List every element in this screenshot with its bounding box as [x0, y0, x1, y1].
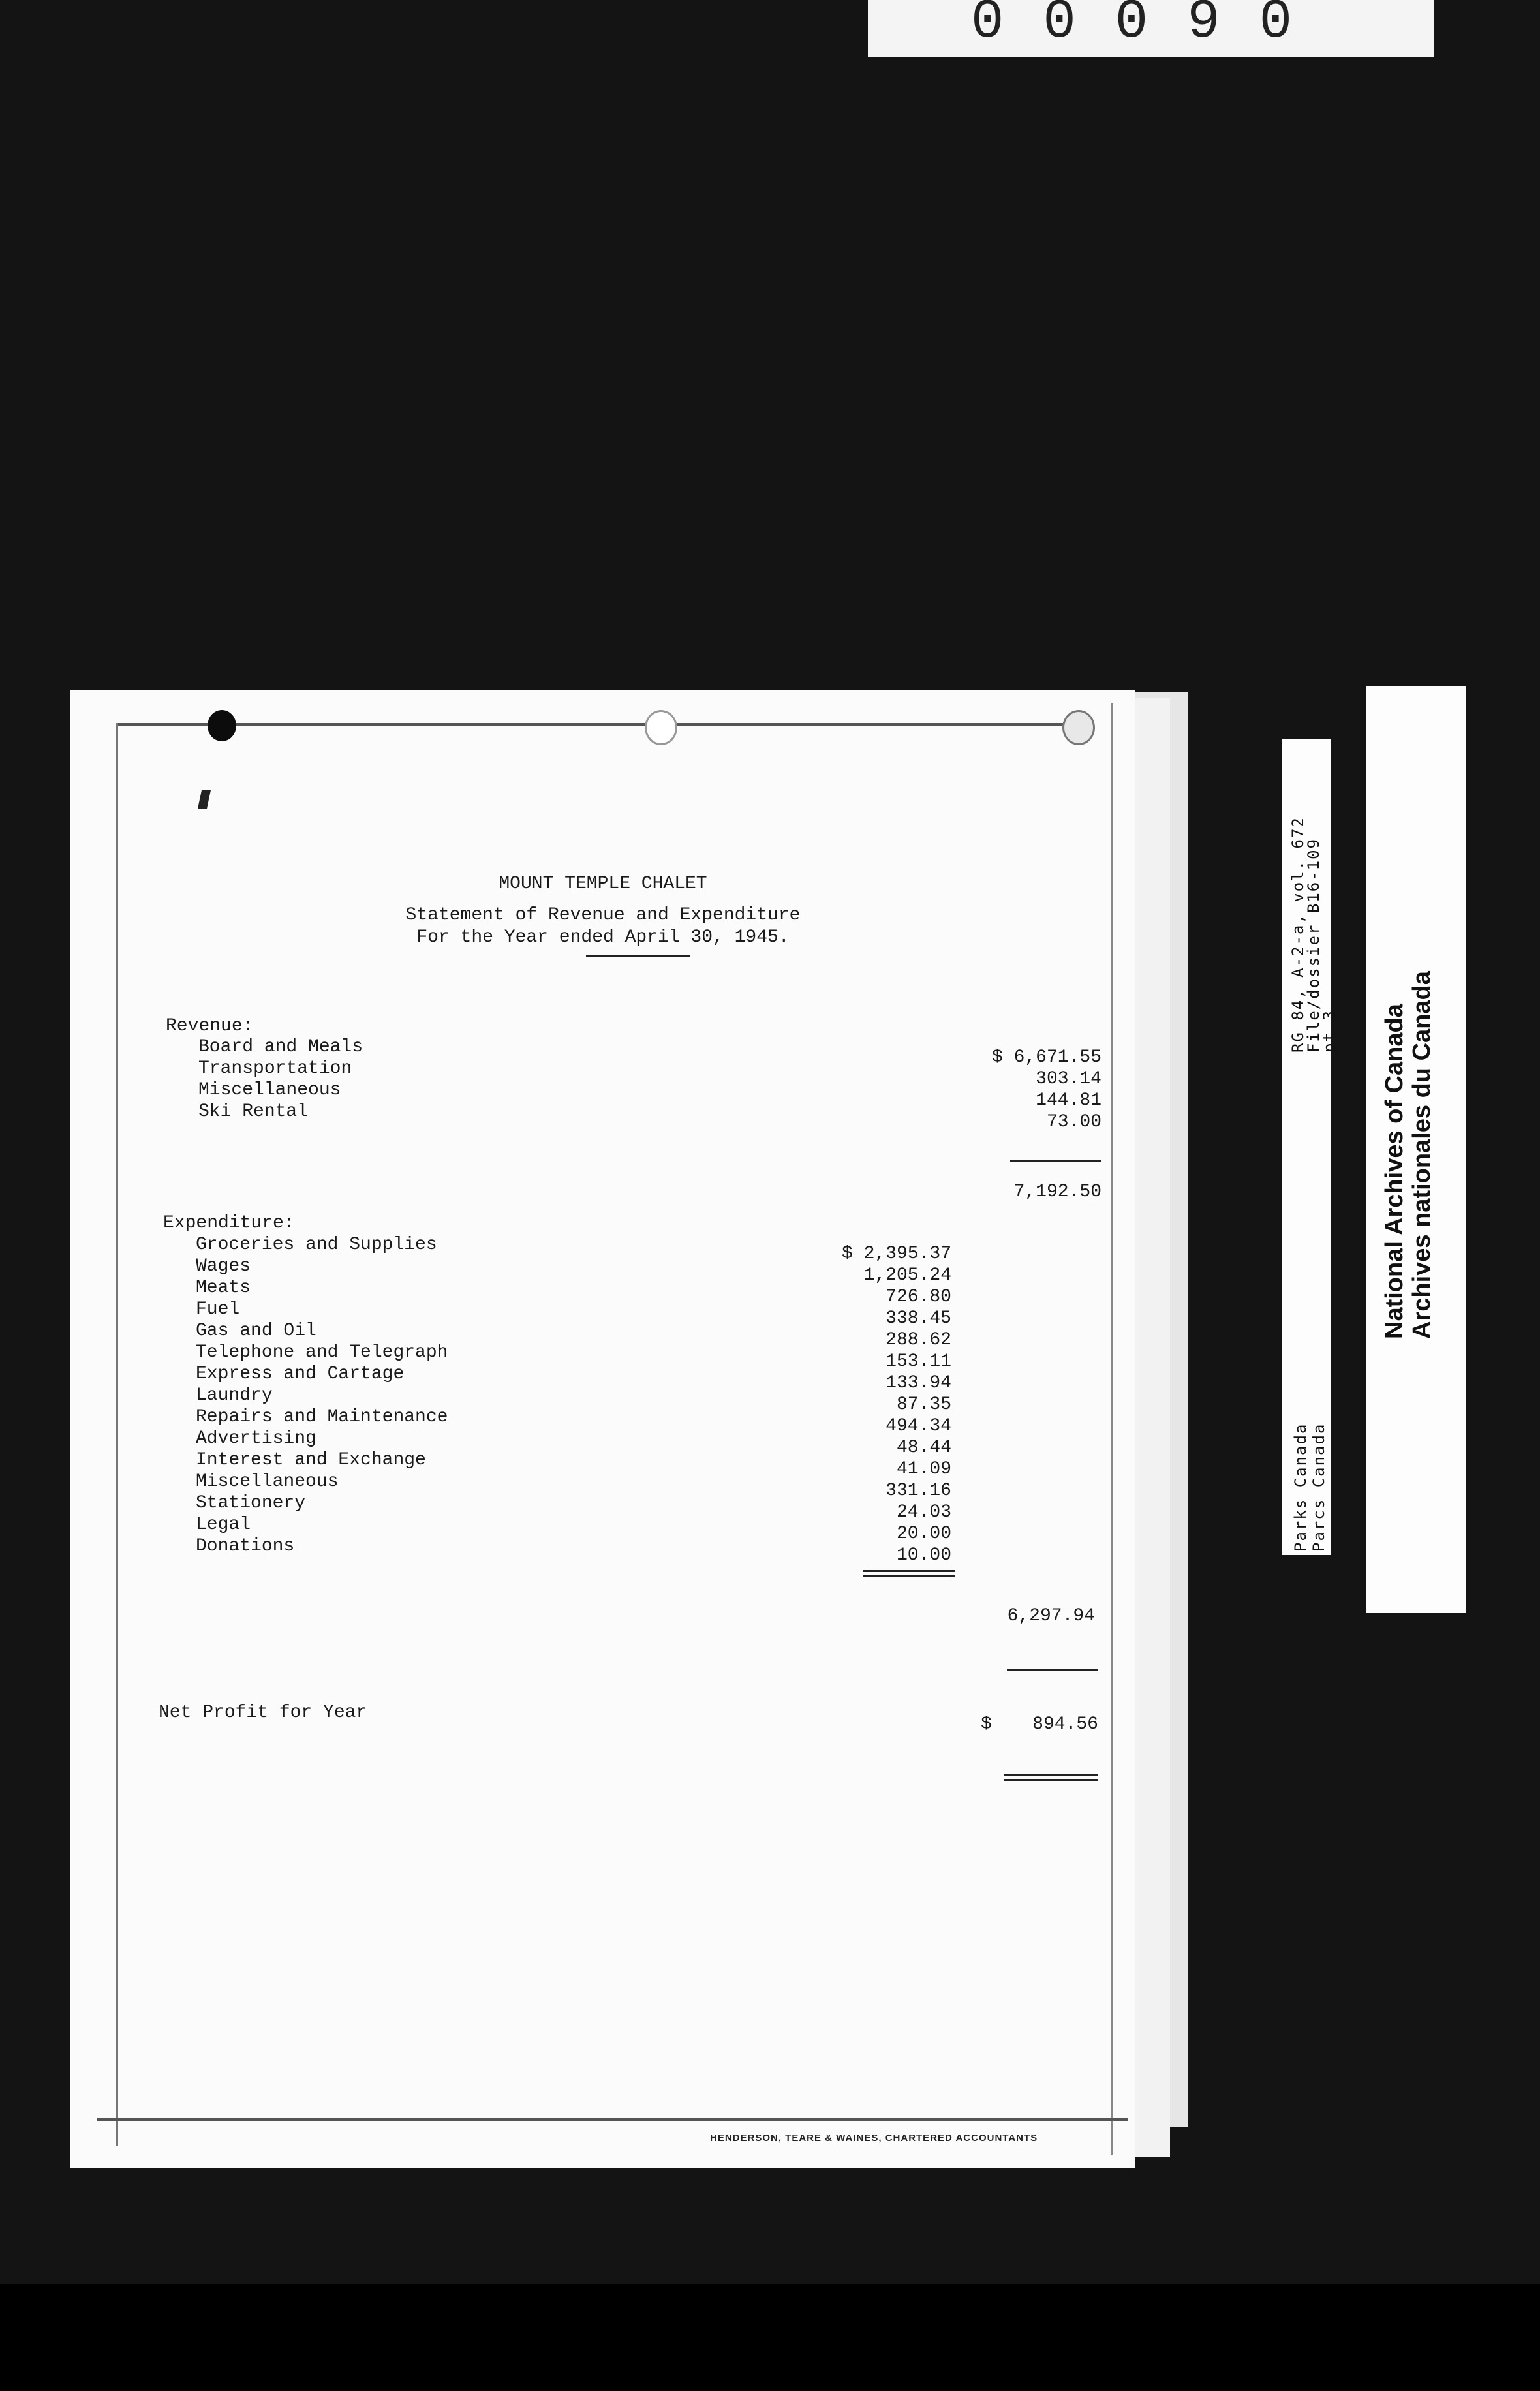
expenditure-item-label: Advertising — [196, 1428, 316, 1449]
parks-label — [1282, 739, 1338, 1555]
expenditure-item-amount: 87.35 — [896, 1395, 951, 1415]
page-border — [97, 2118, 1128, 2121]
archive-reference-line: File/dossier B16-109 — [1304, 838, 1323, 1053]
net-profit-currency: $ — [981, 1714, 992, 1735]
subtotal-rule — [1010, 1160, 1101, 1162]
expenditure-item-amount: 331.16 — [886, 1481, 951, 1501]
expenditure-item-label: Wages — [196, 1256, 251, 1276]
accountants-imprint: HENDERSON, TEARE & WAINES, CHARTERED ACCOUNTANTS — [710, 2133, 1038, 2144]
page-border — [116, 723, 1088, 726]
revenue-item-amount: 144.81 — [1036, 1090, 1101, 1111]
expenditure-item-label: Donations — [196, 1536, 295, 1556]
revenue-item-label: Transportation — [198, 1058, 352, 1079]
subtotal-double-rule — [863, 1575, 955, 1577]
expenditure-item-label: Express and Cartage — [196, 1364, 405, 1384]
expenditure-heading: Expenditure: — [163, 1213, 295, 1233]
expenditure-item-label: Telephone and Telegraph — [196, 1342, 448, 1363]
revenue-item-amount: 73.00 — [1046, 1112, 1101, 1132]
expenditure-total: 6,297.94 — [1007, 1606, 1095, 1626]
expenditure-item-amount: 338.45 — [886, 1308, 951, 1329]
revenue-item-label: Ski Rental — [198, 1102, 309, 1122]
expenditure-item-amount: $ 2,395.37 — [841, 1244, 951, 1264]
final-double-rule — [1004, 1774, 1098, 1776]
title-underline — [586, 955, 690, 957]
expenditure-item-amount: 41.09 — [896, 1459, 951, 1479]
expenditure-item-amount: 153.11 — [886, 1351, 951, 1372]
statement-period: For the Year ended April 30, 1945. — [416, 927, 790, 948]
revenue-item-amount: $ 6,671.55 — [991, 1047, 1101, 1068]
institution-name: National Archives of Canada — [1381, 1004, 1408, 1339]
statement-subtitle: Statement of Revenue and Expenditure — [405, 905, 801, 925]
expenditure-item-label: Repairs and Maintenance — [196, 1407, 448, 1427]
film-edge — [0, 2284, 1540, 2391]
punch-hole — [645, 710, 677, 745]
frame-number: 00090 — [868, 0, 1434, 57]
expenditure-item-label: Gas and Oil — [196, 1321, 316, 1341]
archive-reference-line: RG 84, A-2-a, vol. 672 — [1289, 816, 1307, 1053]
revenue-total: 7,192.50 — [1013, 1182, 1101, 1202]
revenue-item-label: Board and Meals — [198, 1037, 363, 1057]
subtotal-double-rule — [863, 1570, 955, 1572]
expenditure-item-label: Stationery — [196, 1493, 306, 1513]
expenditure-item-amount: 48.44 — [896, 1438, 951, 1458]
punch-hole — [1062, 710, 1095, 745]
net-profit-label: Net Profit for Year — [159, 1703, 367, 1723]
statement-page — [70, 690, 1135, 2168]
expenditure-item-amount: 20.00 — [896, 1524, 951, 1544]
expenditure-item-label: Interest and Exchange — [196, 1450, 426, 1470]
revenue-heading: Revenue: — [166, 1016, 254, 1036]
expenditure-item-label: Legal — [196, 1515, 251, 1535]
expenditure-item-label: Laundry — [196, 1385, 273, 1406]
agency-name: Parcs Canada — [1310, 1423, 1328, 1552]
expenditure-item-amount: 10.00 — [896, 1545, 951, 1566]
revenue-item-label: Miscellaneous — [198, 1080, 341, 1100]
institution-name: Archives nationales du Canada — [1408, 971, 1436, 1339]
net-profit-amount: 894.56 — [1032, 1714, 1098, 1735]
revenue-item-amount: 303.14 — [1036, 1069, 1101, 1089]
expenditure-item-amount: 24.03 — [896, 1502, 951, 1522]
expenditure-item-amount: 133.94 — [886, 1373, 951, 1393]
expenditure-item-amount: 494.34 — [886, 1416, 951, 1436]
expenditure-item-label: Meats — [196, 1278, 251, 1298]
expenditure-item-amount: 288.62 — [886, 1330, 951, 1350]
expenditure-item-amount: 1,205.24 — [863, 1265, 951, 1286]
total-rule — [1007, 1669, 1098, 1671]
agency-name: Parks Canada — [1291, 1423, 1310, 1552]
expenditure-item-label: Groceries and Supplies — [196, 1235, 437, 1255]
punch-hole — [208, 710, 236, 741]
archive-reference-line: pt 3 — [1320, 1010, 1338, 1053]
expenditure-item-amount: 726.80 — [886, 1287, 951, 1307]
ink-mark — [198, 790, 211, 809]
statement-title: MOUNT TEMPLE CHALET — [499, 874, 707, 894]
archives-label — [1366, 686, 1466, 1613]
final-double-rule — [1004, 1779, 1098, 1781]
expenditure-item-label: Miscellaneous — [196, 1472, 339, 1492]
expenditure-item-label: Fuel — [196, 1299, 240, 1319]
